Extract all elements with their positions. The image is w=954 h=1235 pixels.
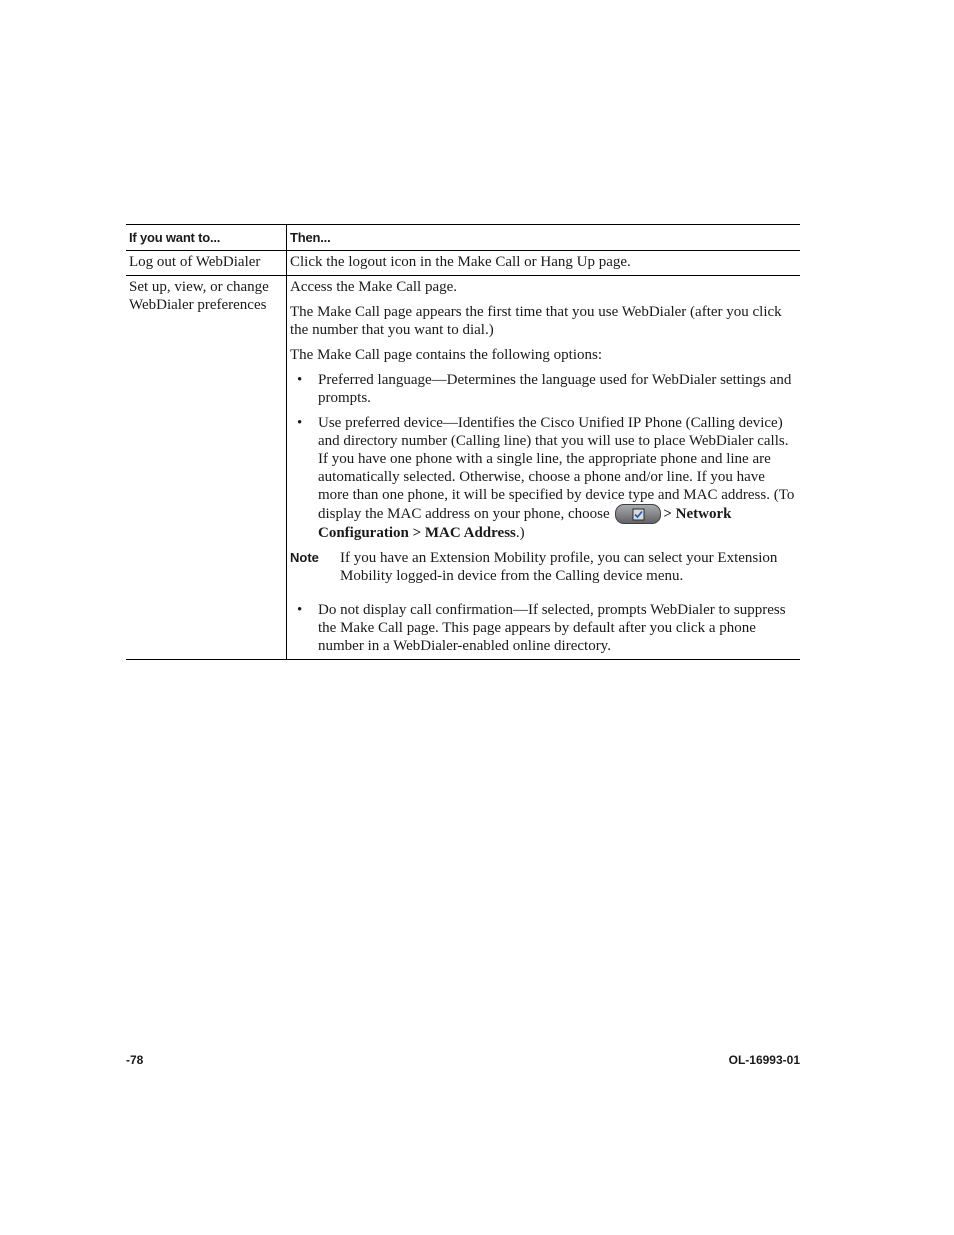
menu-path: > Network Configuration > MAC Address: [318, 506, 732, 541]
row-action-preferences: Set up, view, or change WebDialer preferences: [126, 276, 287, 660]
row-then-preferences: [287, 276, 801, 660]
page-number: -78: [126, 1053, 144, 1067]
bullet: •: [297, 415, 303, 431]
header-then: Then...: [287, 225, 801, 251]
table-row: [126, 276, 800, 660]
table-header-row: [126, 225, 800, 251]
list-item: [290, 414, 797, 542]
list-item: [290, 601, 797, 655]
document-id: OL-16993-01: [728, 1053, 800, 1067]
list-item-text-end: .): [515, 525, 525, 541]
row-then-logout: Click the logout icon in the Make Call or Hang Up page.: [287, 251, 801, 276]
bullet: •: [297, 602, 303, 618]
list-item: [290, 371, 797, 407]
note-text: If you have an Extension Mobility profile, you can select your Extension Mobility logged-in device from the Calling device menu.: [340, 550, 778, 584]
webdialer-task-table: [126, 224, 800, 660]
row-action-logout: Log out of WebDialer: [126, 251, 287, 276]
list-item-text: Preferred language—Determines the language used for WebDialer settings and prompts.: [318, 372, 792, 406]
header-if-you-want-to: If you want to...: [126, 225, 287, 251]
paragraph: Access the Make Call page.: [290, 279, 458, 295]
paragraph: The Make Call page contains the following options:: [290, 347, 603, 363]
list-item-text: Use preferred device—Identifies the Cisco Unified IP Phone (Calling device) and directory number (Calling line) that you will use to place WebDialer calls. If you have one phone with a single line, the appropriate phone and line are automatically selected. Otherwise, choose a phone and/or line. If you have more than one phone, it will be specified by device type and MAC address. (To display the MAC address on your phone, choose: [318, 415, 795, 522]
list-item-text: Do not display call confirmation—If selected, prompts WebDialer to suppress the Make Call page. This page appears by default after you click a phone number in a WebDialer-enabled online directory.: [318, 602, 786, 654]
table-row: [126, 251, 800, 276]
options-list: [290, 371, 797, 542]
note: [290, 549, 797, 585]
options-list-continued: [290, 601, 797, 655]
note-label: Note: [290, 550, 319, 565]
paragraph: The Make Call page appears the first time that you use WebDialer (after you click the number that you want to dial.): [290, 304, 782, 338]
settings-checkbox-icon: [615, 504, 661, 524]
bullet: •: [297, 372, 303, 388]
